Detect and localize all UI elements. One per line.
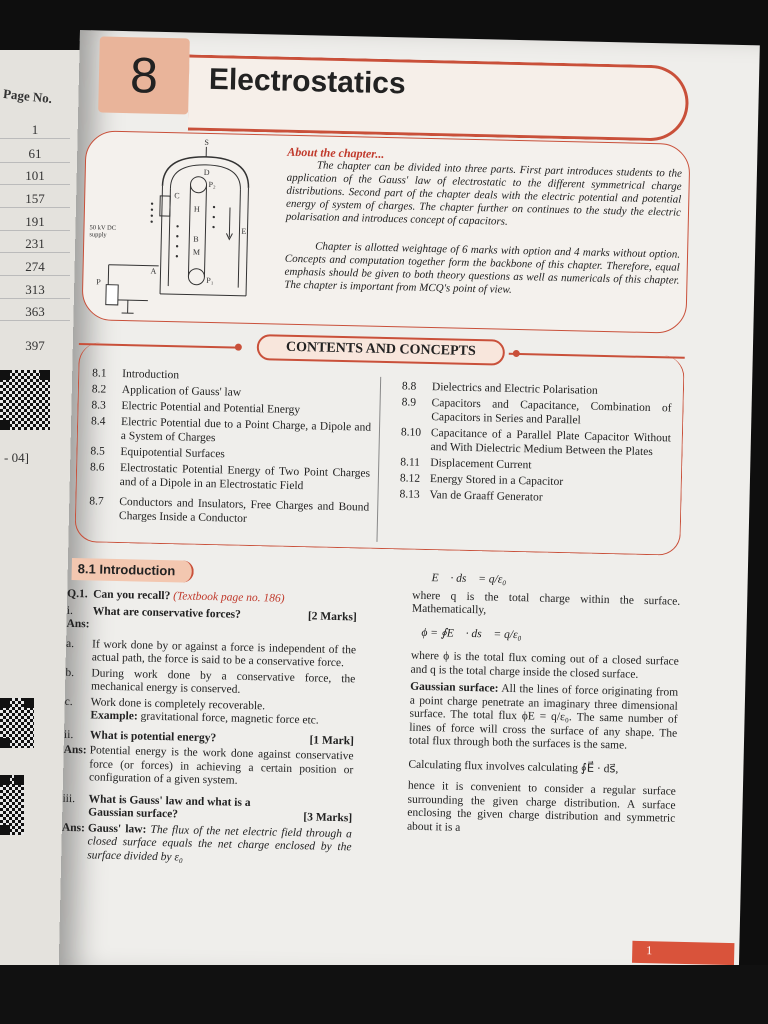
toc-item: 8.6 Electrostatic Potential Energy of Two Point Charges and of a Dipole in an Electrostatic Field bbox=[89, 461, 371, 493]
toc-item: 8.10 Capacitance of a Parallel Plate Capacitor Without and With Dielectric Medium Between the Plates bbox=[400, 426, 672, 459]
diagram-label-supply: 50 kV DC supply bbox=[89, 224, 117, 239]
answer-label: Ans: bbox=[66, 617, 90, 631]
toc-item: 8.7 Conductors and Insulators, Free Charges and Bound Charges Inside a Conductor bbox=[89, 495, 370, 525]
index-number: 313 bbox=[0, 282, 70, 299]
diagram-label-e: E bbox=[241, 226, 247, 236]
toc-item: 8.1 Introduction bbox=[92, 367, 180, 382]
diagram-label-s: S bbox=[204, 137, 210, 147]
about-heading: About the chapter... bbox=[287, 144, 385, 161]
left-text-column bbox=[61, 585, 357, 869]
index-number: 61 bbox=[0, 146, 70, 163]
index-number: 274 bbox=[0, 259, 70, 276]
diagram-label-p2: P₂ bbox=[208, 179, 216, 190]
index-number: 101 bbox=[0, 168, 70, 185]
page-no-heading: Page No. bbox=[2, 86, 53, 107]
toc-item: 8.2 Application of Gauss' law bbox=[91, 383, 242, 399]
diagram-label-p1: P₁ bbox=[206, 275, 214, 286]
diagram-label-a: A bbox=[150, 266, 157, 276]
qr-code bbox=[0, 775, 24, 835]
toc-left-column bbox=[89, 366, 373, 530]
index-number: 231 bbox=[0, 236, 70, 253]
index-number: 397 bbox=[25, 338, 45, 353]
textbook-ref: (Textbook page no. 186) bbox=[173, 590, 285, 605]
toc-item: 8.9 Capacitors and Capacitance, Combination of Capacitors in Series and Parallel bbox=[401, 396, 672, 427]
toc-item: 8.13 Van de Graaff Generator bbox=[399, 488, 543, 504]
toc-right-column bbox=[399, 379, 672, 509]
question-i: i. What are conservative forces? [2 Marks] bbox=[66, 604, 357, 623]
toc-item: 8.4 Electric Potential due to a Point Charge, a Dipole and a System of Charges bbox=[90, 415, 372, 445]
toc-item: 8.11 Displacement Current bbox=[400, 456, 532, 472]
van-de-graaff-diagram bbox=[88, 134, 277, 318]
index-number: 1 bbox=[0, 122, 70, 139]
page-number: 1 bbox=[646, 943, 653, 958]
qr-code bbox=[0, 370, 50, 430]
toc-item: 8.5 Equipotential Surfaces bbox=[90, 445, 225, 461]
question-iii: iii. What is Gauss' law and what is a Gaussian surface? [3 Marks] bbox=[62, 792, 353, 825]
flux-equation: ϕ = ∮E⃗ · ds⃗ = q/ε₀ bbox=[421, 626, 522, 641]
chapter-number: 8 bbox=[129, 47, 159, 104]
diagram-label-d: D bbox=[203, 167, 210, 177]
index-number: 157 bbox=[0, 191, 70, 208]
diagram-label-c: C bbox=[174, 191, 180, 201]
example-line: Example: gravitational force, magnetic force etc. bbox=[90, 709, 319, 727]
qr-code bbox=[0, 698, 34, 748]
index-number: 191 bbox=[0, 214, 70, 231]
right-text: Calculating flux involves calculating ∮E⃗ · ds⃗, bbox=[408, 758, 619, 775]
right-text: where ϕ is the total flux coming out of a closed surface and q is the total charge inside the closed surface. bbox=[410, 649, 679, 681]
diagram-label-h: H bbox=[193, 204, 200, 214]
diagram-label-b: B bbox=[193, 234, 199, 244]
index-number: 363 bbox=[0, 304, 70, 321]
about-paragraph: Chapter is allotted weightage of 6 marks with option and 4 marks without option. Concepts and computation together form the backbone of this chapter. Therefore, equal emphasis should be given to both theory questions as well as numericals of this chapter. The chapter is important from MCQ's point of view. bbox=[284, 240, 681, 296]
gauss-equation: ∮E⃗ · ds⃗ = q/ε₀ bbox=[422, 571, 507, 586]
right-text: hence it is convenient to consider a regular surface surrounding the given charge distribution. A surface enclosing the given charge distribution and symmetric about it is a bbox=[406, 779, 677, 834]
dark-background bbox=[0, 965, 768, 1024]
diagram-label-p: P bbox=[96, 277, 101, 287]
right-page bbox=[59, 30, 760, 980]
answer-point: b. During work done by a conservative force, the mechanical energy is conserved. bbox=[65, 666, 356, 696]
answer-point: a. If work done by or against a force is independent of the actual path, the force is said to be a conservative force. bbox=[65, 637, 357, 670]
answer-point: c. Work done is completely recoverable. bbox=[64, 695, 266, 712]
right-text: where q is the total charge within the surface. Mathematically, bbox=[411, 589, 681, 617]
answer-ii: Ans: Potential energy is the work done against conservative force (or forces) in achieving a certain position or configuration of a given system. bbox=[63, 743, 354, 787]
answer-iii: Ans: Gauss' law: The flux of the net electric field through a closed surface equals the net charge enclosed by the surface divided by ε₀ bbox=[61, 821, 352, 864]
toc-item: 8.3 Electric Potential and Potential Energy bbox=[91, 399, 301, 417]
right-text-column bbox=[407, 568, 681, 840]
toc-item: 8.12 Energy Stored in a Capacitor bbox=[399, 472, 564, 489]
gaussian-surface-text: Gaussian surface: All the lines of force originating from a point charge penetrate an imaginary three dimensional surface. The total flux ϕE = q/ε₀. The same number of lines of force will cross the surface of any shape. The total flux through both the surfaces is the same. bbox=[408, 680, 679, 752]
contents-title: CONTENTS AND CONCEPTS bbox=[257, 334, 506, 366]
chapter-title: Electrostatics bbox=[208, 62, 407, 101]
question-q1: Q.1. Can you recall? (Textbook page no. 186) bbox=[67, 587, 285, 605]
diagram-label-m: M bbox=[192, 247, 201, 257]
toc-item: 8.8 Dielectrics and Electric Polarisation bbox=[401, 380, 598, 397]
range-fragment: - 04] bbox=[4, 450, 29, 465]
about-paragraph: The chapter can be divided into three parts. First part introduces students to the application of the Gauss' law of electrostatic to the different symmetrical charge distributions. Second part of the chapter deals with the electric potential and potential energy of system of charges. The chapter further on continues to the study the electric polarisation and introduces concept of capacitors. bbox=[285, 159, 683, 228]
question-ii: ii. What is potential energy? [1 Mark] bbox=[63, 728, 355, 747]
section-heading: 8.1 Introduction bbox=[72, 558, 194, 583]
